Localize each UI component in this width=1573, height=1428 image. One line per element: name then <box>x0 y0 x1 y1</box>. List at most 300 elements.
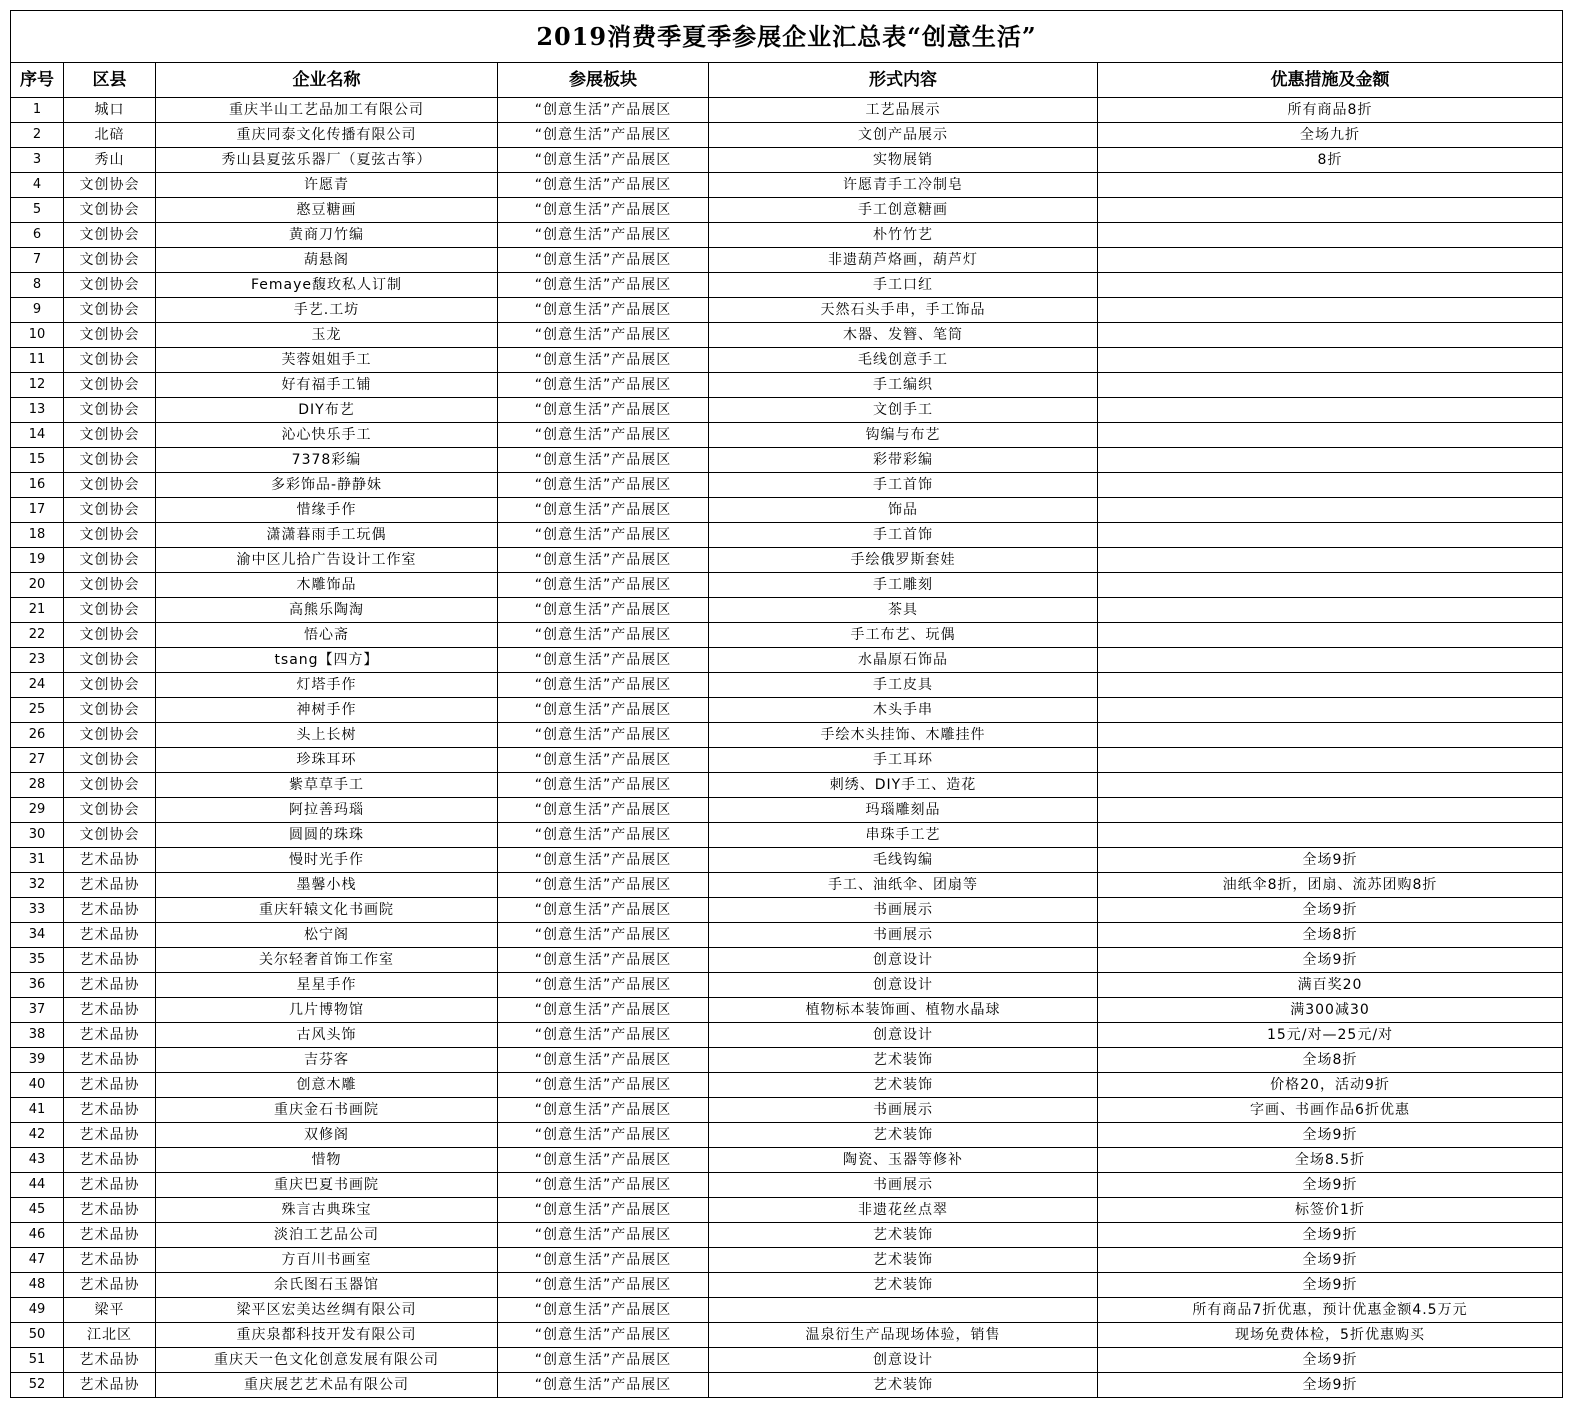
cell-section: “创意生活”产品展区 <box>498 1273 709 1298</box>
cell-company: 秀山县夏弦乐器厂（夏弦古筝） <box>156 148 498 173</box>
cell-discount <box>1098 598 1563 623</box>
cell-company: 创意木雕 <box>156 1073 498 1098</box>
cell-district: 艺术品协 <box>64 998 156 1023</box>
table-row <box>11 173 1563 198</box>
cell-company: 木雕饰品 <box>156 573 498 598</box>
cell-company: 双修阁 <box>156 1123 498 1148</box>
cell-content: 创意设计 <box>709 1023 1098 1048</box>
cell-company: 紫草草手工 <box>156 773 498 798</box>
cell-section: “创意生活”产品展区 <box>498 173 709 198</box>
cell-seq: 44 <box>11 1173 64 1198</box>
table-row <box>11 498 1563 523</box>
cell-section: “创意生活”产品展区 <box>498 398 709 423</box>
cell-district: 艺术品协 <box>64 923 156 948</box>
table-row <box>11 1323 1563 1348</box>
cell-section: “创意生活”产品展区 <box>498 348 709 373</box>
cell-content: 天然石头手串，手工饰品 <box>709 298 1098 323</box>
cell-seq: 20 <box>11 573 64 598</box>
cell-district: 艺术品协 <box>64 1048 156 1073</box>
table-row <box>11 1298 1563 1323</box>
cell-district: 文创协会 <box>64 573 156 598</box>
cell-district: 艺术品协 <box>64 948 156 973</box>
cell-content: 手工耳环 <box>709 748 1098 773</box>
table-row <box>11 673 1563 698</box>
cell-content: 玛瑙雕刻品 <box>709 798 1098 823</box>
cell-seq: 7 <box>11 248 64 273</box>
cell-discount <box>1098 348 1563 373</box>
cell-district: 文创协会 <box>64 823 156 848</box>
cell-discount <box>1098 173 1563 198</box>
cell-seq: 26 <box>11 723 64 748</box>
cell-content: 实物展销 <box>709 148 1098 173</box>
cell-district: 艺术品协 <box>64 873 156 898</box>
cell-section: “创意生活”产品展区 <box>498 473 709 498</box>
title-row <box>11 11 1563 63</box>
cell-district: 艺术品协 <box>64 1123 156 1148</box>
cell-company: 梁平区宏美达丝绸有限公司 <box>156 1298 498 1323</box>
table-row <box>11 998 1563 1023</box>
cell-discount <box>1098 523 1563 548</box>
cell-discount: 全场9折 <box>1098 848 1563 873</box>
cell-seq: 4 <box>11 173 64 198</box>
cell-district: 艺术品协 <box>64 1373 156 1398</box>
table-row <box>11 598 1563 623</box>
cell-district: 艺术品协 <box>64 1073 156 1098</box>
cell-seq: 47 <box>11 1248 64 1273</box>
cell-content <box>709 1298 1098 1323</box>
cell-discount <box>1098 648 1563 673</box>
cell-seq: 22 <box>11 623 64 648</box>
cell-seq: 16 <box>11 473 64 498</box>
cell-district: 文创协会 <box>64 348 156 373</box>
cell-section: “创意生活”产品展区 <box>498 1098 709 1123</box>
cell-company: 多彩饰品-静静妹 <box>156 473 498 498</box>
cell-district: 文创协会 <box>64 248 156 273</box>
cell-discount: 价格20，活动9折 <box>1098 1073 1563 1098</box>
cell-district: 文创协会 <box>64 548 156 573</box>
table-row <box>11 298 1563 323</box>
cell-content: 创意设计 <box>709 973 1098 998</box>
cell-content: 刺绣、DIY手工、造花 <box>709 773 1098 798</box>
cell-company: 许愿青 <box>156 173 498 198</box>
cell-content: 串珠手工艺 <box>709 823 1098 848</box>
cell-district: 文创协会 <box>64 798 156 823</box>
cell-company: 潇潇暮雨手工玩偶 <box>156 523 498 548</box>
cell-section: “创意生活”产品展区 <box>498 648 709 673</box>
cell-discount <box>1098 573 1563 598</box>
cell-section: “创意生活”产品展区 <box>498 1073 709 1098</box>
cell-section: “创意生活”产品展区 <box>498 273 709 298</box>
cell-discount: 全场9折 <box>1098 948 1563 973</box>
cell-discount: 全场9折 <box>1098 1123 1563 1148</box>
cell-district: 文创协会 <box>64 498 156 523</box>
cell-district: 文创协会 <box>64 423 156 448</box>
cell-content: 手工创意糖画 <box>709 198 1098 223</box>
cell-company: 玉龙 <box>156 323 498 348</box>
table-row <box>11 898 1563 923</box>
cell-section: “创意生活”产品展区 <box>498 1373 709 1398</box>
cell-discount: 全场8.5折 <box>1098 1148 1563 1173</box>
cell-seq: 49 <box>11 1298 64 1323</box>
cell-district: 文创协会 <box>64 373 156 398</box>
cell-section: “创意生活”产品展区 <box>498 798 709 823</box>
cell-discount <box>1098 373 1563 398</box>
header-district: 区县 <box>64 63 156 98</box>
table-row <box>11 1248 1563 1273</box>
table-row <box>11 1123 1563 1148</box>
cell-district: 文创协会 <box>64 198 156 223</box>
table-row <box>11 1373 1563 1398</box>
cell-district: 文创协会 <box>64 448 156 473</box>
cell-company: 墨馨小栈 <box>156 873 498 898</box>
cell-company: 关尔轻奢首饰工作室 <box>156 948 498 973</box>
cell-seq: 40 <box>11 1073 64 1098</box>
table-row <box>11 1173 1563 1198</box>
cell-discount <box>1098 673 1563 698</box>
cell-company: 芙蓉姐姐手工 <box>156 348 498 373</box>
table-row <box>11 723 1563 748</box>
cell-section: “创意生活”产品展区 <box>498 148 709 173</box>
cell-district: 文创协会 <box>64 398 156 423</box>
cell-discount <box>1098 223 1563 248</box>
cell-company: 重庆泉都科技开发有限公司 <box>156 1323 498 1348</box>
cell-discount <box>1098 473 1563 498</box>
cell-section: “创意生活”产品展区 <box>498 448 709 473</box>
cell-content: 书画展示 <box>709 1173 1098 1198</box>
cell-discount <box>1098 448 1563 473</box>
cell-content: 植物标本装饰画、植物水晶球 <box>709 998 1098 1023</box>
table-row <box>11 123 1563 148</box>
cell-district: 文创协会 <box>64 598 156 623</box>
cell-company: 7378彩编 <box>156 448 498 473</box>
table-row <box>11 573 1563 598</box>
cell-company: 高熊乐陶淘 <box>156 598 498 623</box>
cell-section: “创意生活”产品展区 <box>498 748 709 773</box>
cell-district: 艺术品协 <box>64 1173 156 1198</box>
header-seq: 序号 <box>11 63 64 98</box>
cell-company: tsang【四方】 <box>156 648 498 673</box>
cell-section: “创意生活”产品展区 <box>498 223 709 248</box>
cell-content: 艺术装饰 <box>709 1373 1098 1398</box>
table-row <box>11 398 1563 423</box>
table-row <box>11 98 1563 123</box>
cell-discount <box>1098 498 1563 523</box>
cell-section: “创意生活”产品展区 <box>498 248 709 273</box>
cell-company: 手艺.工坊 <box>156 298 498 323</box>
cell-section: “创意生活”产品展区 <box>498 1048 709 1073</box>
cell-district: 北碚 <box>64 123 156 148</box>
cell-company: 葫悬阁 <box>156 248 498 273</box>
cell-section: “创意生活”产品展区 <box>498 823 709 848</box>
table-row <box>11 1073 1563 1098</box>
cell-company: 阿拉善玛瑙 <box>156 798 498 823</box>
cell-section: “创意生活”产品展区 <box>498 673 709 698</box>
cell-company: 余氏图石玉器馆 <box>156 1273 498 1298</box>
cell-district: 文创协会 <box>64 173 156 198</box>
table-body <box>11 11 1563 1398</box>
cell-company: 珍珠耳环 <box>156 748 498 773</box>
cell-section: “创意生活”产品展区 <box>498 498 709 523</box>
cell-seq: 35 <box>11 948 64 973</box>
cell-district: 文创协会 <box>64 298 156 323</box>
cell-content: 艺术装饰 <box>709 1123 1098 1148</box>
cell-district: 文创协会 <box>64 748 156 773</box>
cell-content: 书画展示 <box>709 898 1098 923</box>
cell-company: 慢时光手作 <box>156 848 498 873</box>
cell-seq: 46 <box>11 1223 64 1248</box>
cell-discount: 全场9折 <box>1098 1348 1563 1373</box>
cell-content: 非遗花丝点翠 <box>709 1198 1098 1223</box>
cell-seq: 21 <box>11 598 64 623</box>
cell-company: 灯塔手作 <box>156 673 498 698</box>
cell-seq: 45 <box>11 1198 64 1223</box>
cell-district: 艺术品协 <box>64 1348 156 1373</box>
cell-district: 艺术品协 <box>64 1223 156 1248</box>
cell-district: 文创协会 <box>64 773 156 798</box>
cell-discount: 全场8折 <box>1098 1048 1563 1073</box>
cell-company: 殊言古典珠宝 <box>156 1198 498 1223</box>
table-row <box>11 448 1563 473</box>
cell-discount: 所有商品7折优惠，预计优惠金额4.5万元 <box>1098 1298 1563 1323</box>
cell-seq: 23 <box>11 648 64 673</box>
cell-content: 钩编与布艺 <box>709 423 1098 448</box>
table-row <box>11 623 1563 648</box>
cell-company: 重庆天一色文化创意发展有限公司 <box>156 1348 498 1373</box>
cell-company: 重庆半山工艺品加工有限公司 <box>156 98 498 123</box>
cell-company: 悟心斋 <box>156 623 498 648</box>
cell-discount: 现场免费体检，5折优惠购买 <box>1098 1323 1563 1348</box>
cell-content: 毛线钩编 <box>709 848 1098 873</box>
cell-district: 艺术品协 <box>64 973 156 998</box>
cell-discount: 8折 <box>1098 148 1563 173</box>
cell-content: 艺术装饰 <box>709 1223 1098 1248</box>
cell-content: 手工布艺、玩偶 <box>709 623 1098 648</box>
cell-company: 惜物 <box>156 1148 498 1173</box>
cell-district: 艺术品协 <box>64 1098 156 1123</box>
cell-district: 文创协会 <box>64 223 156 248</box>
cell-discount <box>1098 248 1563 273</box>
cell-section: “创意生活”产品展区 <box>498 323 709 348</box>
cell-seq: 39 <box>11 1048 64 1073</box>
cell-discount: 全场九折 <box>1098 123 1563 148</box>
cell-section: “创意生活”产品展区 <box>498 1248 709 1273</box>
cell-company: 几片博物馆 <box>156 998 498 1023</box>
cell-section: “创意生活”产品展区 <box>498 598 709 623</box>
cell-seq: 48 <box>11 1273 64 1298</box>
table-row <box>11 523 1563 548</box>
cell-section: “创意生活”产品展区 <box>498 973 709 998</box>
cell-discount <box>1098 398 1563 423</box>
header-discount: 优惠措施及金额 <box>1098 63 1563 98</box>
cell-discount <box>1098 323 1563 348</box>
cell-seq: 42 <box>11 1123 64 1148</box>
cell-seq: 8 <box>11 273 64 298</box>
cell-company: 重庆同泰文化传播有限公司 <box>156 123 498 148</box>
cell-content: 许愿青手工冷制皂 <box>709 173 1098 198</box>
cell-seq: 38 <box>11 1023 64 1048</box>
cell-seq: 52 <box>11 1373 64 1398</box>
cell-section: “创意生活”产品展区 <box>498 298 709 323</box>
table-row <box>11 1273 1563 1298</box>
table-row <box>11 423 1563 448</box>
cell-seq: 19 <box>11 548 64 573</box>
cell-company: 黄商刀竹编 <box>156 223 498 248</box>
cell-content: 文创产品展示 <box>709 123 1098 148</box>
cell-district: 文创协会 <box>64 673 156 698</box>
cell-discount <box>1098 748 1563 773</box>
cell-content: 创意设计 <box>709 1348 1098 1373</box>
cell-content: 木器、发簪、笔筒 <box>709 323 1098 348</box>
cell-content: 艺术装饰 <box>709 1048 1098 1073</box>
cell-company: 重庆金石书画院 <box>156 1098 498 1123</box>
cell-content: 艺术装饰 <box>709 1273 1098 1298</box>
cell-content: 书画展示 <box>709 923 1098 948</box>
cell-discount <box>1098 823 1563 848</box>
table-row <box>11 748 1563 773</box>
cell-section: “创意生活”产品展区 <box>498 948 709 973</box>
cell-company: 神树手作 <box>156 698 498 723</box>
cell-discount: 满百奖20 <box>1098 973 1563 998</box>
cell-company: 重庆展艺艺术品有限公司 <box>156 1373 498 1398</box>
cell-district: 文创协会 <box>64 323 156 348</box>
cell-section: “创意生活”产品展区 <box>498 523 709 548</box>
cell-district: 艺术品协 <box>64 1248 156 1273</box>
cell-section: “创意生活”产品展区 <box>498 548 709 573</box>
cell-content: 毛线创意手工 <box>709 348 1098 373</box>
cell-seq: 17 <box>11 498 64 523</box>
cell-content: 手工口红 <box>709 273 1098 298</box>
table-row <box>11 773 1563 798</box>
table-row <box>11 648 1563 673</box>
table-row <box>11 1148 1563 1173</box>
table-row <box>11 923 1563 948</box>
cell-discount: 满300减30 <box>1098 998 1563 1023</box>
cell-content: 陶瓷、玉器等修补 <box>709 1148 1098 1173</box>
cell-company: 憨豆糖画 <box>156 198 498 223</box>
cell-seq: 36 <box>11 973 64 998</box>
cell-section: “创意生活”产品展区 <box>498 723 709 748</box>
cell-content: 水晶原石饰品 <box>709 648 1098 673</box>
table-row <box>11 823 1563 848</box>
cell-section: “创意生活”产品展区 <box>498 423 709 448</box>
cell-seq: 33 <box>11 898 64 923</box>
cell-content: 彩带彩编 <box>709 448 1098 473</box>
table-row <box>11 1023 1563 1048</box>
cell-content: 工艺品展示 <box>709 98 1098 123</box>
cell-section: “创意生活”产品展区 <box>498 1123 709 1148</box>
cell-content: 温泉衍生产品现场体验，销售 <box>709 1323 1098 1348</box>
cell-seq: 37 <box>11 998 64 1023</box>
cell-district: 文创协会 <box>64 648 156 673</box>
cell-seq: 27 <box>11 748 64 773</box>
cell-discount: 所有商品8折 <box>1098 98 1563 123</box>
cell-company: 古风头饰 <box>156 1023 498 1048</box>
cell-discount: 15元/对—25元/对 <box>1098 1023 1563 1048</box>
cell-company: 沁心快乐手工 <box>156 423 498 448</box>
cell-content: 茶具 <box>709 598 1098 623</box>
cell-district: 梁平 <box>64 1298 156 1323</box>
table-row <box>11 873 1563 898</box>
table-row <box>11 548 1563 573</box>
table-row <box>11 698 1563 723</box>
table-row <box>11 223 1563 248</box>
cell-company: Femaye馥玫私人订制 <box>156 273 498 298</box>
cell-seq: 13 <box>11 398 64 423</box>
summary-table <box>10 10 1563 1398</box>
cell-company: 重庆轩辕文化书画院 <box>156 898 498 923</box>
cell-seq: 2 <box>11 123 64 148</box>
header-content: 形式内容 <box>709 63 1098 98</box>
cell-seq: 5 <box>11 198 64 223</box>
cell-content: 手工首饰 <box>709 473 1098 498</box>
table-row <box>11 1223 1563 1248</box>
cell-section: “创意生活”产品展区 <box>498 98 709 123</box>
cell-section: “创意生活”产品展区 <box>498 898 709 923</box>
cell-section: “创意生活”产品展区 <box>498 873 709 898</box>
cell-seq: 11 <box>11 348 64 373</box>
cell-seq: 51 <box>11 1348 64 1373</box>
cell-content: 饰品 <box>709 498 1098 523</box>
cell-section: “创意生活”产品展区 <box>498 998 709 1023</box>
cell-company: 重庆巴夏书画院 <box>156 1173 498 1198</box>
cell-district: 文创协会 <box>64 273 156 298</box>
cell-section: “创意生活”产品展区 <box>498 1148 709 1173</box>
cell-company: 淡泊工艺品公司 <box>156 1223 498 1248</box>
cell-discount: 全场9折 <box>1098 1223 1563 1248</box>
cell-discount: 字画、书画作品6折优惠 <box>1098 1098 1563 1123</box>
cell-company: 吉芬客 <box>156 1048 498 1073</box>
cell-content: 木头手串 <box>709 698 1098 723</box>
table-row <box>11 1098 1563 1123</box>
cell-seq: 24 <box>11 673 64 698</box>
cell-company: 头上长树 <box>156 723 498 748</box>
cell-section: “创意生活”产品展区 <box>498 1348 709 1373</box>
cell-content: 手工、油纸伞、团扇等 <box>709 873 1098 898</box>
cell-section: “创意生活”产品展区 <box>498 123 709 148</box>
cell-content: 朴竹竹艺 <box>709 223 1098 248</box>
cell-district: 艺术品协 <box>64 1273 156 1298</box>
cell-section: “创意生活”产品展区 <box>498 623 709 648</box>
table-row <box>11 373 1563 398</box>
cell-discount <box>1098 548 1563 573</box>
cell-district: 江北区 <box>64 1323 156 1348</box>
cell-company: 星星手作 <box>156 973 498 998</box>
header-company: 企业名称 <box>156 63 498 98</box>
cell-discount: 全场8折 <box>1098 923 1563 948</box>
cell-section: “创意生活”产品展区 <box>498 1198 709 1223</box>
table-row <box>11 348 1563 373</box>
cell-seq: 12 <box>11 373 64 398</box>
cell-discount <box>1098 273 1563 298</box>
cell-seq: 1 <box>11 98 64 123</box>
cell-discount: 全场9折 <box>1098 1173 1563 1198</box>
cell-discount <box>1098 623 1563 648</box>
cell-content: 手工雕刻 <box>709 573 1098 598</box>
table-row <box>11 473 1563 498</box>
cell-district: 文创协会 <box>64 523 156 548</box>
cell-seq: 43 <box>11 1148 64 1173</box>
table-row <box>11 973 1563 998</box>
cell-content: 手绘俄罗斯套娃 <box>709 548 1098 573</box>
cell-discount: 标签价1折 <box>1098 1198 1563 1223</box>
cell-content: 创意设计 <box>709 948 1098 973</box>
cell-section: “创意生活”产品展区 <box>498 1173 709 1198</box>
cell-content: 书画展示 <box>709 1098 1098 1123</box>
table-row <box>11 148 1563 173</box>
cell-district: 艺术品协 <box>64 898 156 923</box>
cell-company: 渝中区儿拾广告设计工作室 <box>156 548 498 573</box>
cell-company: 惜缘手作 <box>156 498 498 523</box>
